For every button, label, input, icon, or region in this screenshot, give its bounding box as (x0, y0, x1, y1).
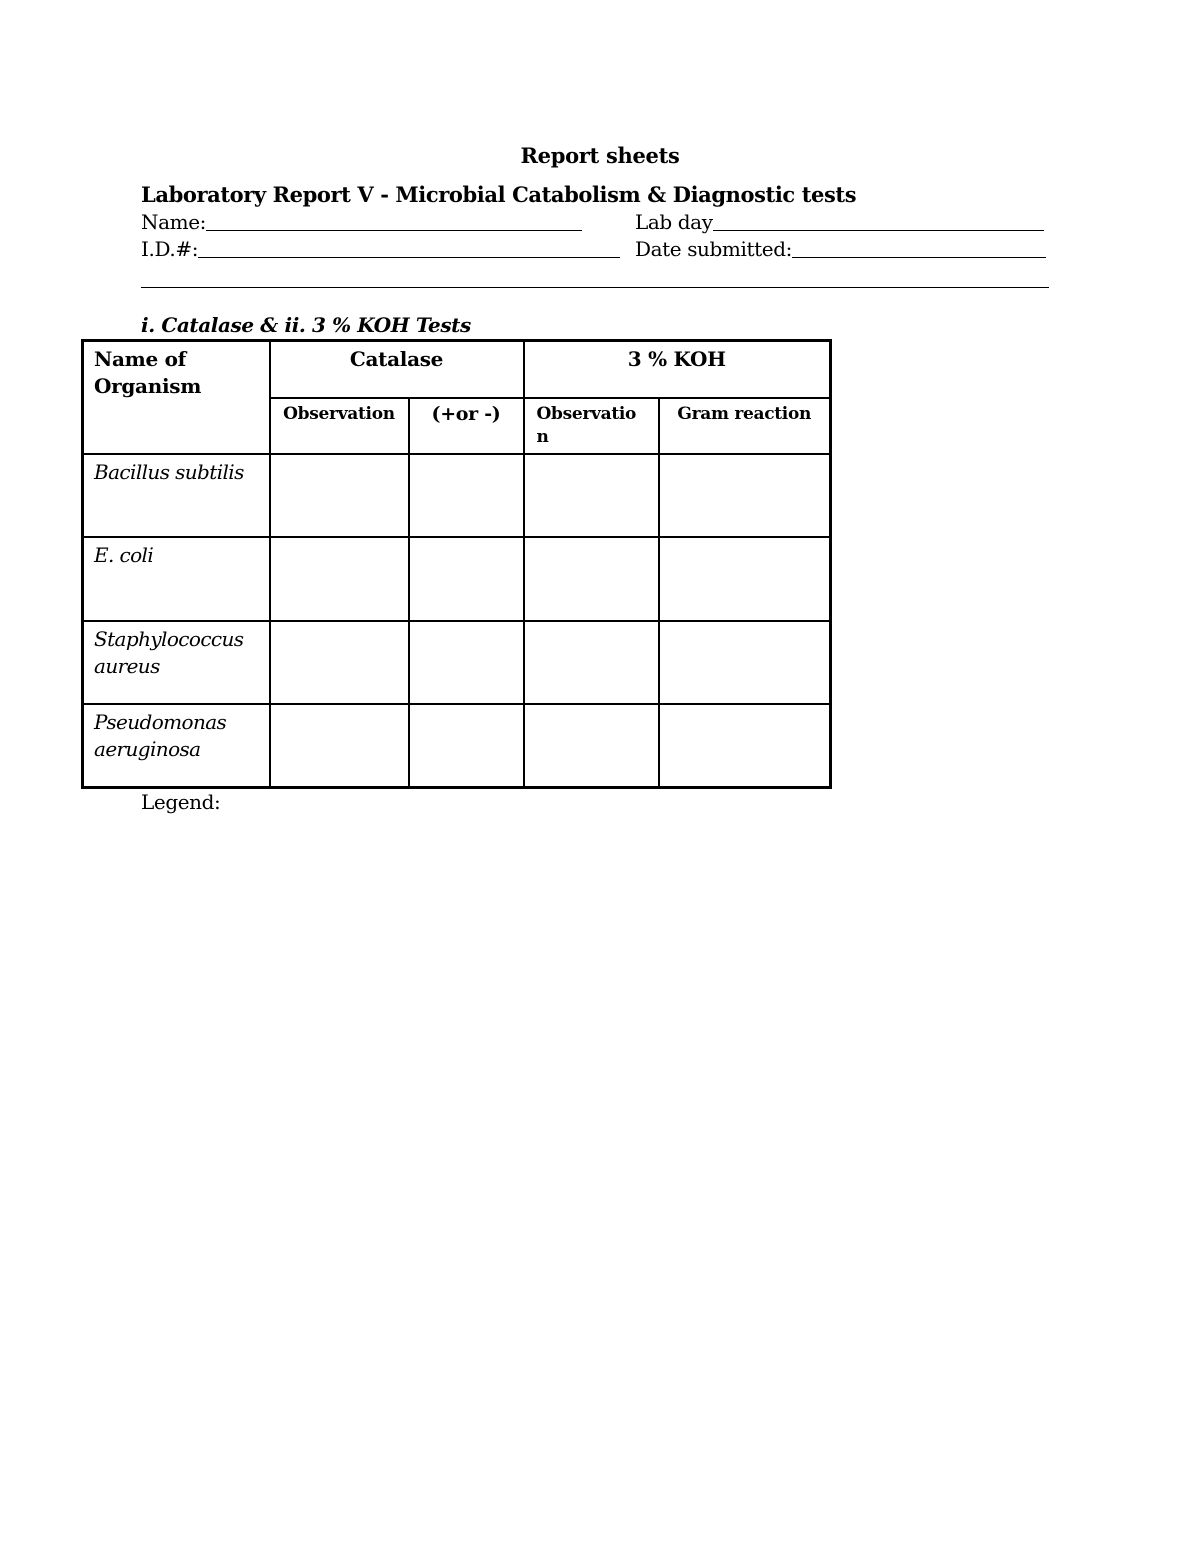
catalase-result-cell[interactable] (409, 454, 524, 537)
lab-day-field[interactable] (635, 210, 1044, 234)
separator-line (141, 287, 1049, 288)
id-input-line[interactable] (198, 238, 620, 258)
gram-reaction-cell[interactable] (659, 537, 831, 621)
gram-reaction-cell[interactable] (659, 621, 831, 704)
organism-name-cell: E. coli (83, 537, 270, 621)
gram-reaction-cell[interactable] (659, 454, 831, 537)
lab-day-label: Lab day (635, 210, 713, 234)
catalase-result-cell[interactable] (409, 621, 524, 704)
table-row (83, 704, 831, 788)
results-table (81, 339, 832, 789)
document-title: Report sheets (520, 143, 680, 168)
catalase-result-cell[interactable] (409, 704, 524, 788)
legend-label: Legend: (141, 790, 221, 814)
organism-name-cell: Pseudomonas aeruginosa (83, 704, 270, 788)
catalase-observation-cell[interactable] (270, 704, 409, 788)
id-field[interactable] (141, 237, 620, 261)
header-name-of-organism: Name of Organism (83, 341, 270, 454)
table-row (83, 537, 831, 621)
lab-day-input-line[interactable] (713, 211, 1044, 231)
date-submitted-field[interactable] (635, 237, 1046, 261)
section-title: i. Catalase & ii. 3 % KOH Tests (141, 313, 471, 337)
koh-observation-cell[interactable] (524, 537, 659, 621)
table-row (83, 454, 831, 537)
catalase-observation-cell[interactable] (270, 537, 409, 621)
koh-observation-cell[interactable] (524, 704, 659, 788)
date-submitted-input-line[interactable] (792, 238, 1046, 258)
koh-observation-cell[interactable] (524, 454, 659, 537)
name-field[interactable] (141, 210, 582, 234)
catalase-observation-cell[interactable] (270, 621, 409, 704)
catalase-result-cell[interactable] (409, 537, 524, 621)
date-submitted-label: Date submitted: (635, 237, 792, 261)
report-heading: Laboratory Report V - Microbial Catabolism & Diagnostic tests (141, 182, 857, 207)
subheader-observation: Observation (270, 398, 409, 454)
organism-name-cell: Staphylococcus aureus (83, 621, 270, 704)
table-row (83, 621, 831, 704)
name-label: Name: (141, 210, 206, 234)
subheader-observation-koh: Observatio n (524, 398, 659, 454)
organism-name-cell: Bacillus subtilis (83, 454, 270, 537)
header-koh: 3 % KOH (524, 341, 831, 398)
id-label: I.D.#: (141, 237, 199, 261)
table-header-row (83, 341, 831, 398)
koh-observation-cell[interactable] (524, 621, 659, 704)
catalase-observation-cell[interactable] (270, 454, 409, 537)
subheader-plus-minus: (+or -) (409, 398, 524, 454)
subheader-gram-reaction: Gram reaction (659, 398, 831, 454)
gram-reaction-cell[interactable] (659, 704, 831, 788)
name-input-line[interactable] (206, 211, 582, 231)
header-catalase: Catalase (270, 341, 524, 398)
